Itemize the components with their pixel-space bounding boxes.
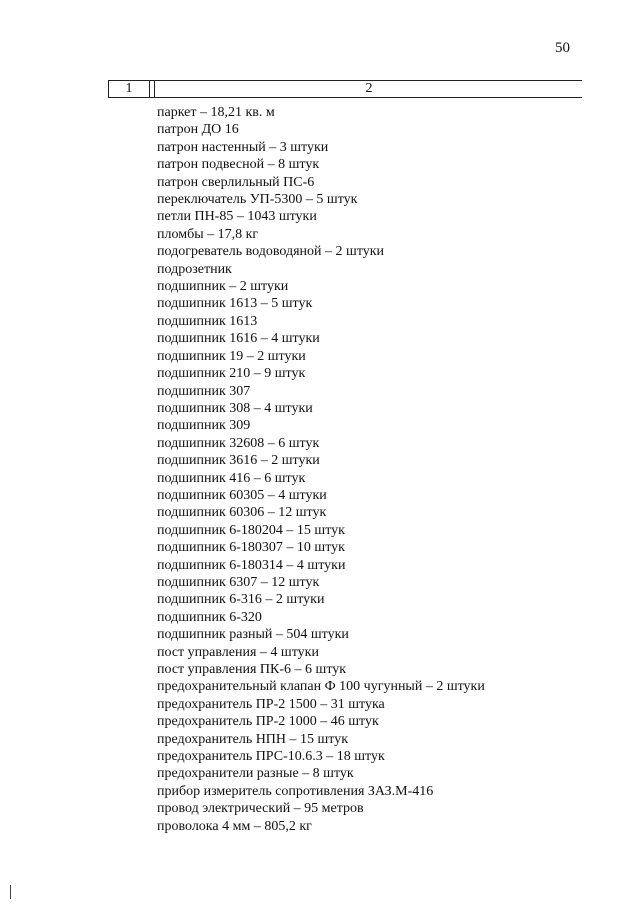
list-item: подшипник – 2 штуки [157,279,289,295]
list-item: подшипник 6-180314 – 4 штуки [157,557,346,573]
list-item: подшипник 1613 – 5 штук [157,296,313,312]
table-header [108,80,582,98]
list-item: предохранитель ПР-2 1000 – 46 штук [157,714,379,730]
list-item: провод электрический – 95 метров [157,801,364,817]
list-item: подшипник 416 – 6 штук [157,470,306,486]
list-item: подшипник 3616 – 2 штуки [157,453,320,469]
list-item: предохранитель НПН – 15 штук [157,731,349,747]
list-item: подшипник 32608 – 6 штук [157,435,320,451]
list-item: переключатель УП-5300 – 5 штук [157,192,358,208]
list-item: подшипник 6-180307 – 10 штук [157,540,345,556]
list-item: подшипник 6-316 – 2 штуки [157,592,325,608]
list-item: пломбы – 17,8 кг [157,226,259,242]
list-item: петли ПН-85 – 1043 штуки [157,209,317,225]
list-item: подшипник 1613 [157,313,258,329]
list-item: паркет – 18,21 кв. м [157,105,275,120]
margin-mark [10,885,11,899]
list-item: подшипник 307 [157,383,251,399]
list-item: пост управления ПК-6 – 6 штук [157,662,347,677]
list-item: патрон настенный – 3 штуки [157,139,329,155]
list-item: прибор измеритель сопротивления ЗАЗ.М-416 [157,783,434,799]
list-item: подшипник 308 – 4 штуки [157,400,313,416]
list-item: проволока 4 мм – 805,2 кг [157,818,312,834]
column-header-1: 1 [108,81,150,97]
list-item: предохранитель ПР-2 1500 – 31 штука [157,696,385,712]
list-item: подшипник разный – 504 штуки [157,627,349,643]
item-list [157,104,485,835]
list-item: подогреватель водоводяной – 2 штуки [157,244,385,260]
list-item: подшипник 6307 – 12 штук [157,574,320,590]
list-item: подшипник 309 [157,418,251,434]
list-item: предохранительный клапан Ф 100 чугунный – 2 штуки [157,679,485,695]
list-item: подшипник 6-320 [157,609,262,625]
list-item: подшипник 210 – 9 штук [157,366,306,382]
list-item: подшипник 6-180204 – 15 штук [157,522,345,538]
list-item: подшипник 19 – 2 штуки [157,348,306,364]
list-item: патрон подвесной – 8 штук [157,157,320,173]
list-item: патрон ДО 16 [157,122,239,138]
column-header-2: 2 [365,81,373,96]
list-item: патрон сверлильный ПС-6 [157,174,315,190]
list-item: предохранитель ПРС-10.6.3 – 18 штук [157,749,385,765]
list-item: пост управления – 4 штуки [157,644,319,660]
list-item: подшипник 60306 – 12 штук [157,505,327,521]
list-item: подшипник 1616 – 4 штуки [157,331,320,347]
list-item: предохранители разные – 8 штук [157,766,354,782]
list-item: подшипник 60305 – 4 штуки [157,487,327,503]
list-item: подрозетник [157,261,232,277]
page-number: 50 [555,40,570,56]
